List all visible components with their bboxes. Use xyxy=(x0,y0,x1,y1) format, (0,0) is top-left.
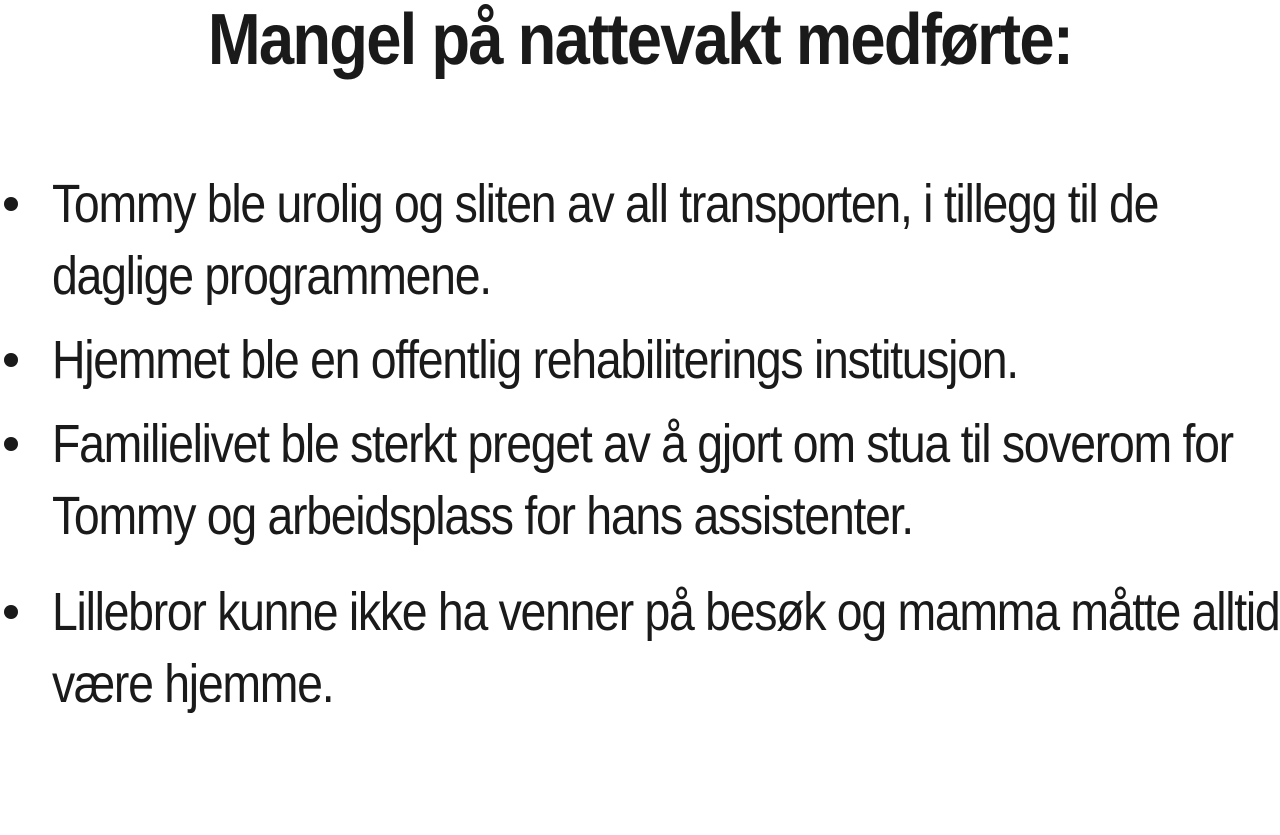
bullet-dot-icon xyxy=(4,605,18,619)
bullet-text: Familielivet ble sterkt preget av å gjort om stua til soverom for Tommy og arbeidsplass for hans assistenter. xyxy=(52,414,1233,546)
bullet-dot-icon xyxy=(4,437,18,451)
bullet-text: Lillebror kunne ikke ha venner på besøk og mamma måtte alltid være hjemme. xyxy=(52,582,1280,714)
bullet-item-family-life xyxy=(0,408,1280,552)
bullet-item-transport xyxy=(0,168,1280,312)
bullet-dot-icon xyxy=(4,197,18,211)
slide-title: Mangel på nattevakt medførte: xyxy=(207,0,1073,80)
bullet-item-little-brother xyxy=(0,576,1280,720)
bullet-dot-icon xyxy=(4,353,18,367)
bullet-text: Hjemmet ble en offentlig rehabiliterings institusjon. xyxy=(52,330,1018,390)
bullet-list xyxy=(0,168,1280,732)
bullet-item-institution xyxy=(0,324,1280,396)
bullet-text: Tommy ble urolig og sliten av all transporten, i tillegg til de daglige programmene. xyxy=(52,174,1159,306)
